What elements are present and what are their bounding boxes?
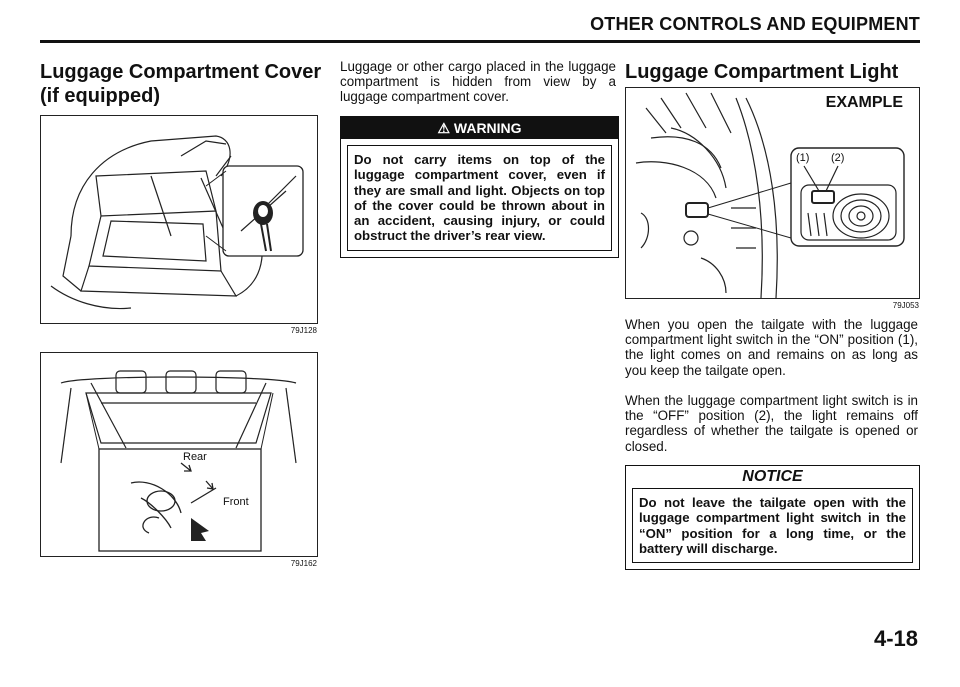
light-para-off: When the luggage compartment light switch is in the “OFF” position (2), the light remains off regardless of whether the tailgate is opened or closed. [625, 393, 918, 454]
figure2-label-rear: Rear [183, 451, 207, 463]
notice-text: Do not leave the tailgate open with the luggage compartment light switch in the “ON” position for a long time, or the battery will discharge. [639, 495, 906, 556]
figure-light-switch [625, 87, 920, 310]
cover-title-line2: (if equipped) [40, 85, 160, 107]
figure-cargo-cover-open [40, 115, 318, 335]
callout-1: (1) [796, 152, 810, 164]
figure3-code: 79J053 [892, 301, 919, 310]
page-number: 4-18 [873, 626, 918, 651]
cover-intro-text: Luggage or other cargo placed in the luggage compartment is hidden from view by a luggage compartment cover. [340, 59, 616, 105]
notice-inner [632, 488, 913, 563]
figure2-label-front: Front [223, 496, 249, 508]
warning-title: WARNING [453, 120, 522, 136]
notice-title: NOTICE [742, 468, 803, 485]
light-switch-illustration [626, 88, 919, 298]
warning-header [341, 117, 618, 139]
notice-box [625, 465, 920, 570]
light-title: Luggage Compartment Light [625, 61, 899, 83]
warning-text: Do not carry items on top of the luggage compartment cover, even if they are small and light. Objects on top of the cover could be thrown about in an accident, causing injury, or could obstruct the driver’s rear view. [354, 152, 605, 244]
warning-box [340, 116, 619, 258]
figure-cargo-cover-hooks [40, 352, 318, 568]
callout-2: (2) [831, 152, 845, 164]
cargo-open-illustration [41, 116, 317, 323]
cover-title-line1: Luggage Compartment Cover [40, 61, 322, 83]
light-para-on: When you open the tailgate with the luggage compartment light switch in the “ON” position (1), the light comes on and remains on as long as you keep the tailgate open. [625, 317, 918, 378]
figure1-code: 79J128 [290, 326, 317, 335]
warning-triangle-icon: ⚠ [437, 120, 450, 136]
warning-inner [347, 145, 612, 251]
cover-hooks-illustration [41, 353, 317, 556]
figure-example-label: EXAMPLE [825, 94, 903, 111]
section-header: OTHER CONTROLS AND EQUIPMENT [590, 14, 920, 34]
header-rule [40, 40, 920, 43]
figure2-code: 79J162 [290, 559, 317, 568]
